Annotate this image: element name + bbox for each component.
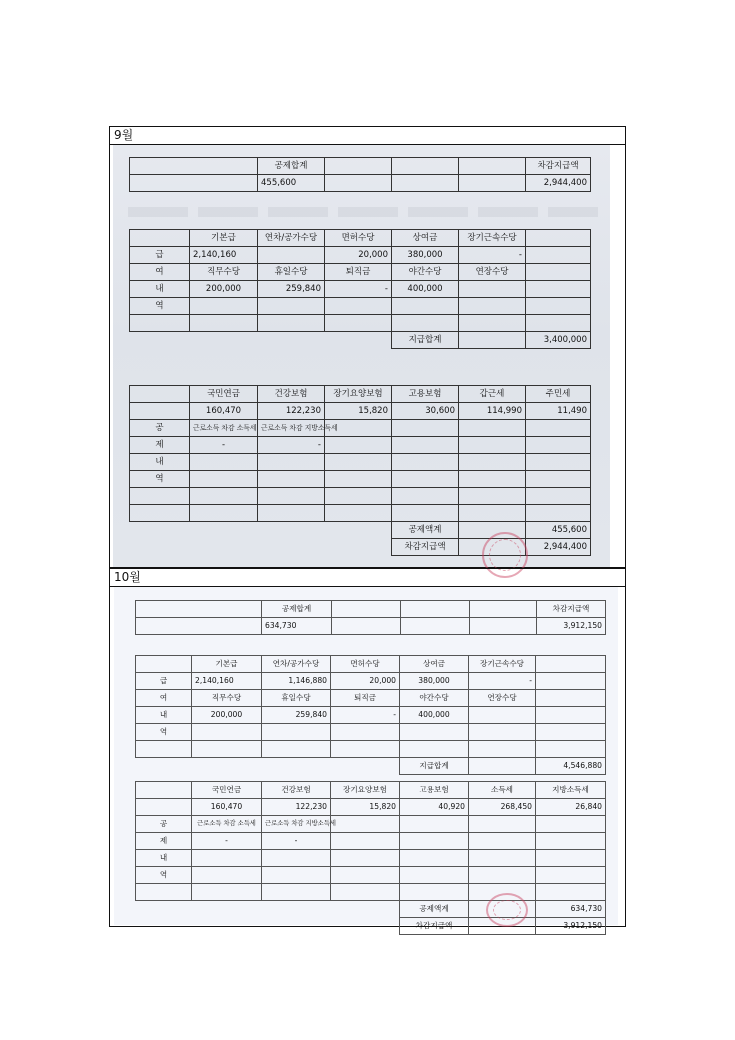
deduction-item-value: - (258, 437, 325, 454)
deduction-item-label: 건강보험 (262, 782, 331, 799)
blurred-background-row (128, 207, 598, 217)
pay-item-label: 연장수당 (459, 264, 526, 281)
pay-item-label (526, 230, 591, 247)
pay-side-char: 내 (130, 281, 190, 298)
deduction-item-label: 고용보험 (400, 782, 469, 799)
pay-item-label (526, 264, 591, 281)
deduction-total-label: 공제합계 (258, 158, 325, 175)
deduction-item-label: 갑근세 (459, 386, 526, 403)
pay-side-char: 역 (136, 724, 192, 741)
deduction-total-value: 634,730 (262, 618, 332, 635)
deduction-item-value: 30,600 (392, 403, 459, 420)
deduction-item-label: 장기요양보험 (331, 782, 400, 799)
deduction-item-label: 주민세 (526, 386, 591, 403)
pay-item-label: 야간수당 (400, 690, 469, 707)
pay-item-label: 연차/공가수당 (262, 656, 331, 673)
pay-item-label: 장기근속수당 (459, 230, 526, 247)
pay-item-value: 200,000 (192, 707, 262, 724)
net-pay-label: 차감지급액 (537, 601, 606, 618)
deduction-item-label: 근로소득 차감 소득세 (190, 420, 258, 437)
pay-item-value (536, 707, 606, 724)
pay-total-value: 4,546,880 (536, 758, 606, 775)
deduction-total-value: 634,730 (536, 901, 606, 918)
pay-item-value: 259,840 (258, 281, 325, 298)
summary-table (135, 600, 606, 635)
pay-total-label: 지급합계 (392, 332, 459, 349)
month-label-september: 9월 (114, 128, 134, 142)
pay-item-label: 면허수당 (331, 656, 400, 673)
net-pay-value: 3,912,150 (536, 918, 606, 935)
pay-side-char: 급 (136, 673, 192, 690)
pay-item-label: 퇴직금 (331, 690, 400, 707)
september-label-row (109, 126, 626, 145)
pay-total-label: 지급합계 (400, 758, 469, 775)
deduction-table (135, 781, 606, 935)
deduction-side-char: 내 (136, 850, 192, 867)
pay-item-label: 야간수당 (392, 264, 459, 281)
net-pay-value: 3,912,150 (537, 618, 606, 635)
month-label-october: 10월 (114, 570, 141, 584)
deduction-item-value: 15,820 (325, 403, 392, 420)
pay-item-value: - (331, 707, 400, 724)
deduction-item-value: 26,840 (536, 799, 606, 816)
pay-item-value: 1,146,880 (262, 673, 331, 690)
pay-item-value (526, 281, 591, 298)
deduction-item-value: 114,990 (459, 403, 526, 420)
pay-item-value: 259,840 (262, 707, 331, 724)
pay-item-label: 상여금 (392, 230, 459, 247)
net-pay-value: 2,944,400 (526, 175, 591, 192)
pay-item-value: 20,000 (331, 673, 400, 690)
pay-item-label: 기본급 (190, 230, 258, 247)
deduction-item-label: 건강보험 (258, 386, 325, 403)
pay-item-label: 기본급 (192, 656, 262, 673)
pay-side-char: 급 (130, 247, 190, 264)
deduction-side-char: 내 (130, 454, 190, 471)
pay-item-value (258, 247, 325, 264)
pay-item-value (536, 673, 606, 690)
deduction-side-char: 역 (130, 471, 190, 488)
pay-total-value: 3,400,000 (526, 332, 591, 349)
net-pay-value: 2,944,400 (526, 539, 591, 556)
pay-item-label: 연차/공가수당 (258, 230, 325, 247)
pay-item-value: 200,000 (190, 281, 258, 298)
summary-table (129, 157, 591, 192)
pay-item-value: 380,000 (400, 673, 469, 690)
deduction-side-char: 역 (136, 867, 192, 884)
pay-item-label: 퇴직금 (325, 264, 392, 281)
deduction-item-value: 15,820 (331, 799, 400, 816)
deduction-item-value: - (192, 833, 262, 850)
pay-item-value: - (459, 247, 526, 264)
payslip-photo-september (113, 145, 610, 567)
deduction-item-label: 근로소득 차감 지방소득세 (262, 816, 331, 833)
deduction-total-value: 455,600 (526, 522, 591, 539)
pay-item-label: 직무수당 (190, 264, 258, 281)
deduction-item-label: 고용보험 (392, 386, 459, 403)
net-pay-label: 차감지급액 (400, 918, 469, 935)
deduction-item-value: - (262, 833, 331, 850)
deduction-item-label: 근로소득 차감 소득세 (192, 816, 262, 833)
pay-item-label: 면허수당 (325, 230, 392, 247)
deduction-side-char: 공 (136, 816, 192, 833)
pay-side-char: 내 (136, 707, 192, 724)
deduction-total-value: 455,600 (258, 175, 325, 192)
deduction-item-value: 160,470 (190, 403, 258, 420)
pay-item-value: - (469, 673, 536, 690)
pay-item-label: 휴일수당 (262, 690, 331, 707)
pay-item-value: 380,000 (392, 247, 459, 264)
october-label-row (109, 568, 626, 587)
pay-item-value: 400,000 (392, 281, 459, 298)
deduction-item-label: 장기요양보험 (325, 386, 392, 403)
pay-item-label (536, 656, 606, 673)
pay-item-value (459, 281, 526, 298)
deduction-item-label: 국민연금 (192, 782, 262, 799)
deduction-item-value: 122,230 (262, 799, 331, 816)
deduction-side-char: 공 (130, 420, 190, 437)
deduction-total-label: 공제액계 (392, 522, 459, 539)
deduction-item-label: 소득세 (469, 782, 536, 799)
pay-item-value: 2,140,160 (192, 673, 262, 690)
pay-item-label: 장기근속수당 (469, 656, 536, 673)
deduction-item-value: 40,920 (400, 799, 469, 816)
deduction-side-char: 제 (130, 437, 190, 454)
pay-item-label (536, 690, 606, 707)
pay-table (135, 655, 606, 775)
net-pay-label: 차감지급액 (526, 158, 591, 175)
deduction-item-label: 근로소득 차감 지방소득세 (258, 420, 325, 437)
net-pay-label: 차감지급액 (392, 539, 459, 556)
pay-item-value: 2,140,160 (190, 247, 258, 264)
pay-item-value (526, 247, 591, 264)
deduction-total-label: 공제합계 (262, 601, 332, 618)
deduction-item-value: 122,230 (258, 403, 325, 420)
company-seal (486, 893, 528, 927)
deduction-item-value: - (190, 437, 258, 454)
pay-item-label: 직무수당 (192, 690, 262, 707)
deduction-side-char: 제 (136, 833, 192, 850)
pay-table (129, 229, 591, 349)
deduction-item-label: 국민연금 (190, 386, 258, 403)
pay-item-value: 20,000 (325, 247, 392, 264)
pay-side-char: 여 (130, 264, 190, 281)
deduction-total-label: 공제액계 (400, 901, 469, 918)
deduction-item-label: 지방소득세 (536, 782, 606, 799)
pay-item-label: 상여금 (400, 656, 469, 673)
deduction-item-value: 11,490 (526, 403, 591, 420)
deduction-table (129, 385, 591, 556)
pay-item-label: 연장수당 (469, 690, 536, 707)
pay-item-value: - (325, 281, 392, 298)
deduction-item-value: 268,450 (469, 799, 536, 816)
pay-side-char: 역 (130, 298, 190, 315)
pay-side-char: 여 (136, 690, 192, 707)
pay-item-label: 휴일수당 (258, 264, 325, 281)
deduction-item-value: 160,470 (192, 799, 262, 816)
payslip-photo-october (114, 587, 618, 931)
pay-item-value: 400,000 (400, 707, 469, 724)
pay-item-value (469, 707, 536, 724)
